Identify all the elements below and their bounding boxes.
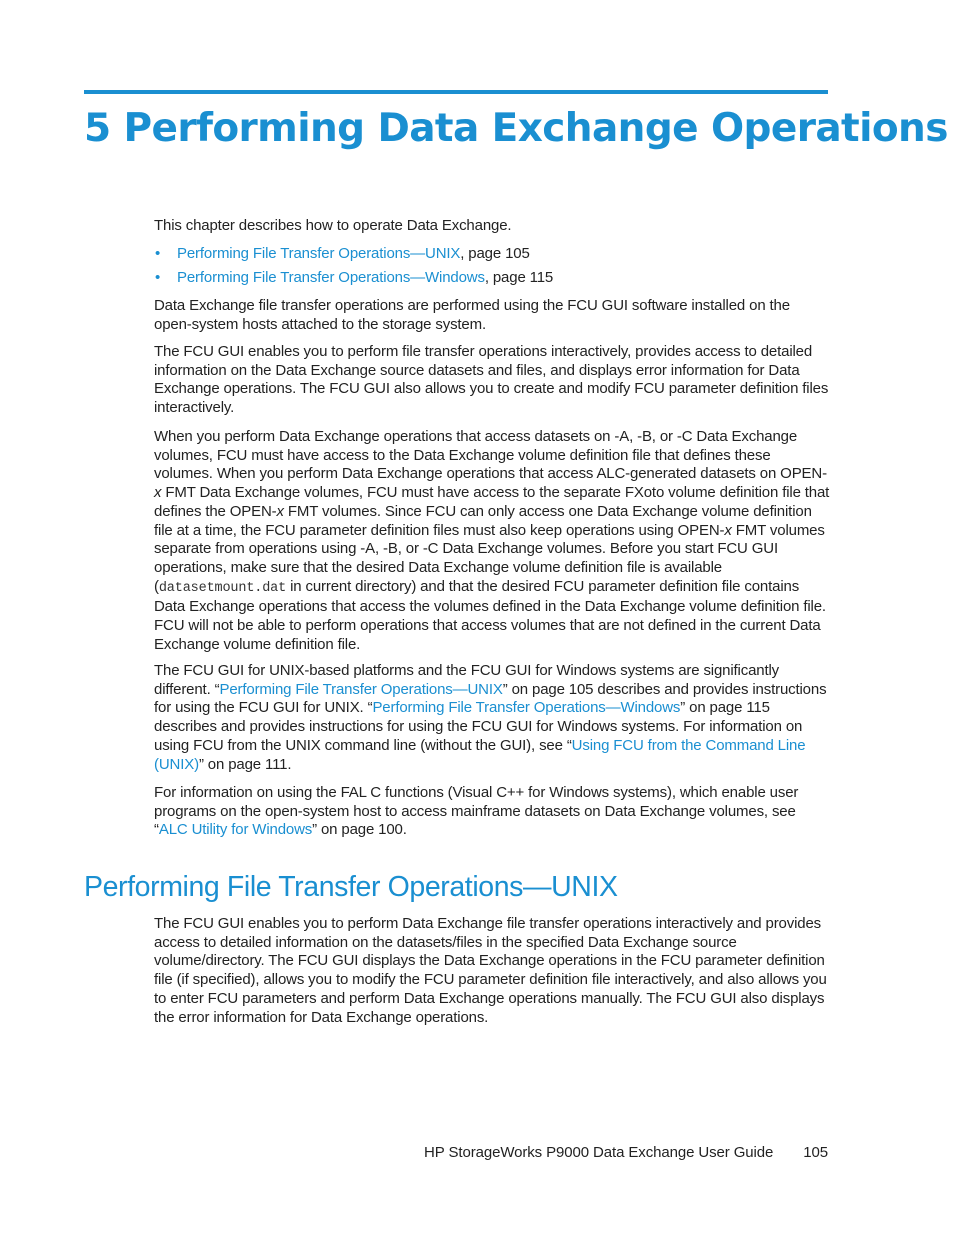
- intro-paragraph-3: When you perform Data Exchange operations that access datasets on -A, -B, or -C Data Exchange volumes, FCU must have access to the Data Exchange volume definition file that defines these volumes. When you perform Data Exchange operations that access ALC-generated datasets on OPEN-x FMT Data Exchange volumes, FCU must have access to the separate FXoto volume definition file that defines the OPEN-x FMT volumes. Since FCU can only access one Data Exchange volume definition file at a time, the FCU parameter definition files must also keep operations using OPEN-x FMT volumes separate from operations using -A, -B, or -C Data Exchange volumes. Before you start FCU GUI operations, make sure that the desired Data Exchange volume definition file is available (datasetmount.dat in current directory) and that the desired FCU parameter definition file contains Data Exchange operations that access the volumes defined in the Data Exchange volume definition file. FCU will not be able to perform operations that access volumes that are not defined in the current Data Exchange volume definition file.: [154, 428, 830, 653]
- intro-paragraph-4: The FCU GUI for UNIX-based platforms and the FCU GUI for Windows systems are significantly different. “Performing File Transfer Operations—UNIX” on page 105 describes and provides instructions for using the FCU GUI for UNIX. “Performing File Transfer Operations—Windows” on page 115 describes and provides instructions for using the FCU GUI for Windows systems. For information on using FCU from the UNIX command line (without the GUI), see “Using FCU from the Command Line (UNIX)” on page 111.: [154, 662, 827, 773]
- toc-page-ref: , page 105: [460, 245, 530, 262]
- footer-guide-title: HP StorageWorks P9000 Data Exchange User Guide: [424, 1144, 774, 1161]
- xref-link-windows[interactable]: Performing File Transfer Operations—Windows: [372, 699, 681, 717]
- chapter-rule: [84, 90, 828, 94]
- intro-lead: This chapter describes how to operate Data Exchange.: [154, 217, 512, 234]
- intro-paragraph-5: For information on using the FAL C functions (Visual C++ for Windows systems), which enable user programs on the open-system host to access mainframe datasets on Data Exchange volumes, see “ALC Utility for Windows” on page 100.: [154, 784, 799, 839]
- section-heading: Performing File Transfer Operations—UNIX: [84, 871, 618, 903]
- bullet-icon: •: [155, 245, 161, 262]
- page-number: 105: [803, 1144, 828, 1161]
- toc-link-unix[interactable]: Performing File Transfer Operations—UNIX: [177, 245, 461, 262]
- toc-item: [154, 245, 830, 264]
- intro-paragraph-1: Data Exchange file transfer operations are performed using the FCU GUI software installed on the open-system hosts attached to the storage system.: [154, 297, 790, 333]
- intro-paragraph-2: The FCU GUI enables you to perform file transfer operations interactively, provides access to detailed information on the Data Exchange source datasets and files, and displays error information for Data Exchange operations. The FCU GUI also allows you to create and modify FCU parameter definition files interactively.: [154, 343, 829, 417]
- page-footer: [424, 1144, 828, 1161]
- section-paragraph-1: The FCU GUI enables you to perform Data Exchange file transfer operations interactively and provides access to detailed information on the datasets/files in the specified Data Exchange source volume/directory. The FCU GUI displays the Data Exchange operations in the FCU parameter definition file (if specified), allows you to modify the FCU parameter definition file interactively, and also allows you to enter FCU parameters and perform Data Exchange operations manually. The FCU GUI also displays the error information for Data Exchange operations.: [154, 915, 827, 1026]
- toc-item: [154, 269, 830, 288]
- xref-link-unix[interactable]: Performing File Transfer Operations—UNIX: [219, 680, 503, 698]
- chapter-toc: [154, 245, 830, 293]
- chapter-title: 5 Performing Data Exchange Operations: [84, 106, 948, 151]
- bullet-icon: •: [155, 269, 161, 286]
- toc-link-windows[interactable]: Performing File Transfer Operations—Windows: [177, 269, 485, 286]
- xref-link-alc-utility[interactable]: ALC Utility for Windows: [158, 821, 313, 839]
- xref-link-command-line[interactable]: Using FCU from the Command Line (UNIX): [154, 736, 806, 773]
- code-filename: datasetmount.dat: [158, 580, 287, 596]
- toc-page-ref: , page 115: [484, 269, 554, 286]
